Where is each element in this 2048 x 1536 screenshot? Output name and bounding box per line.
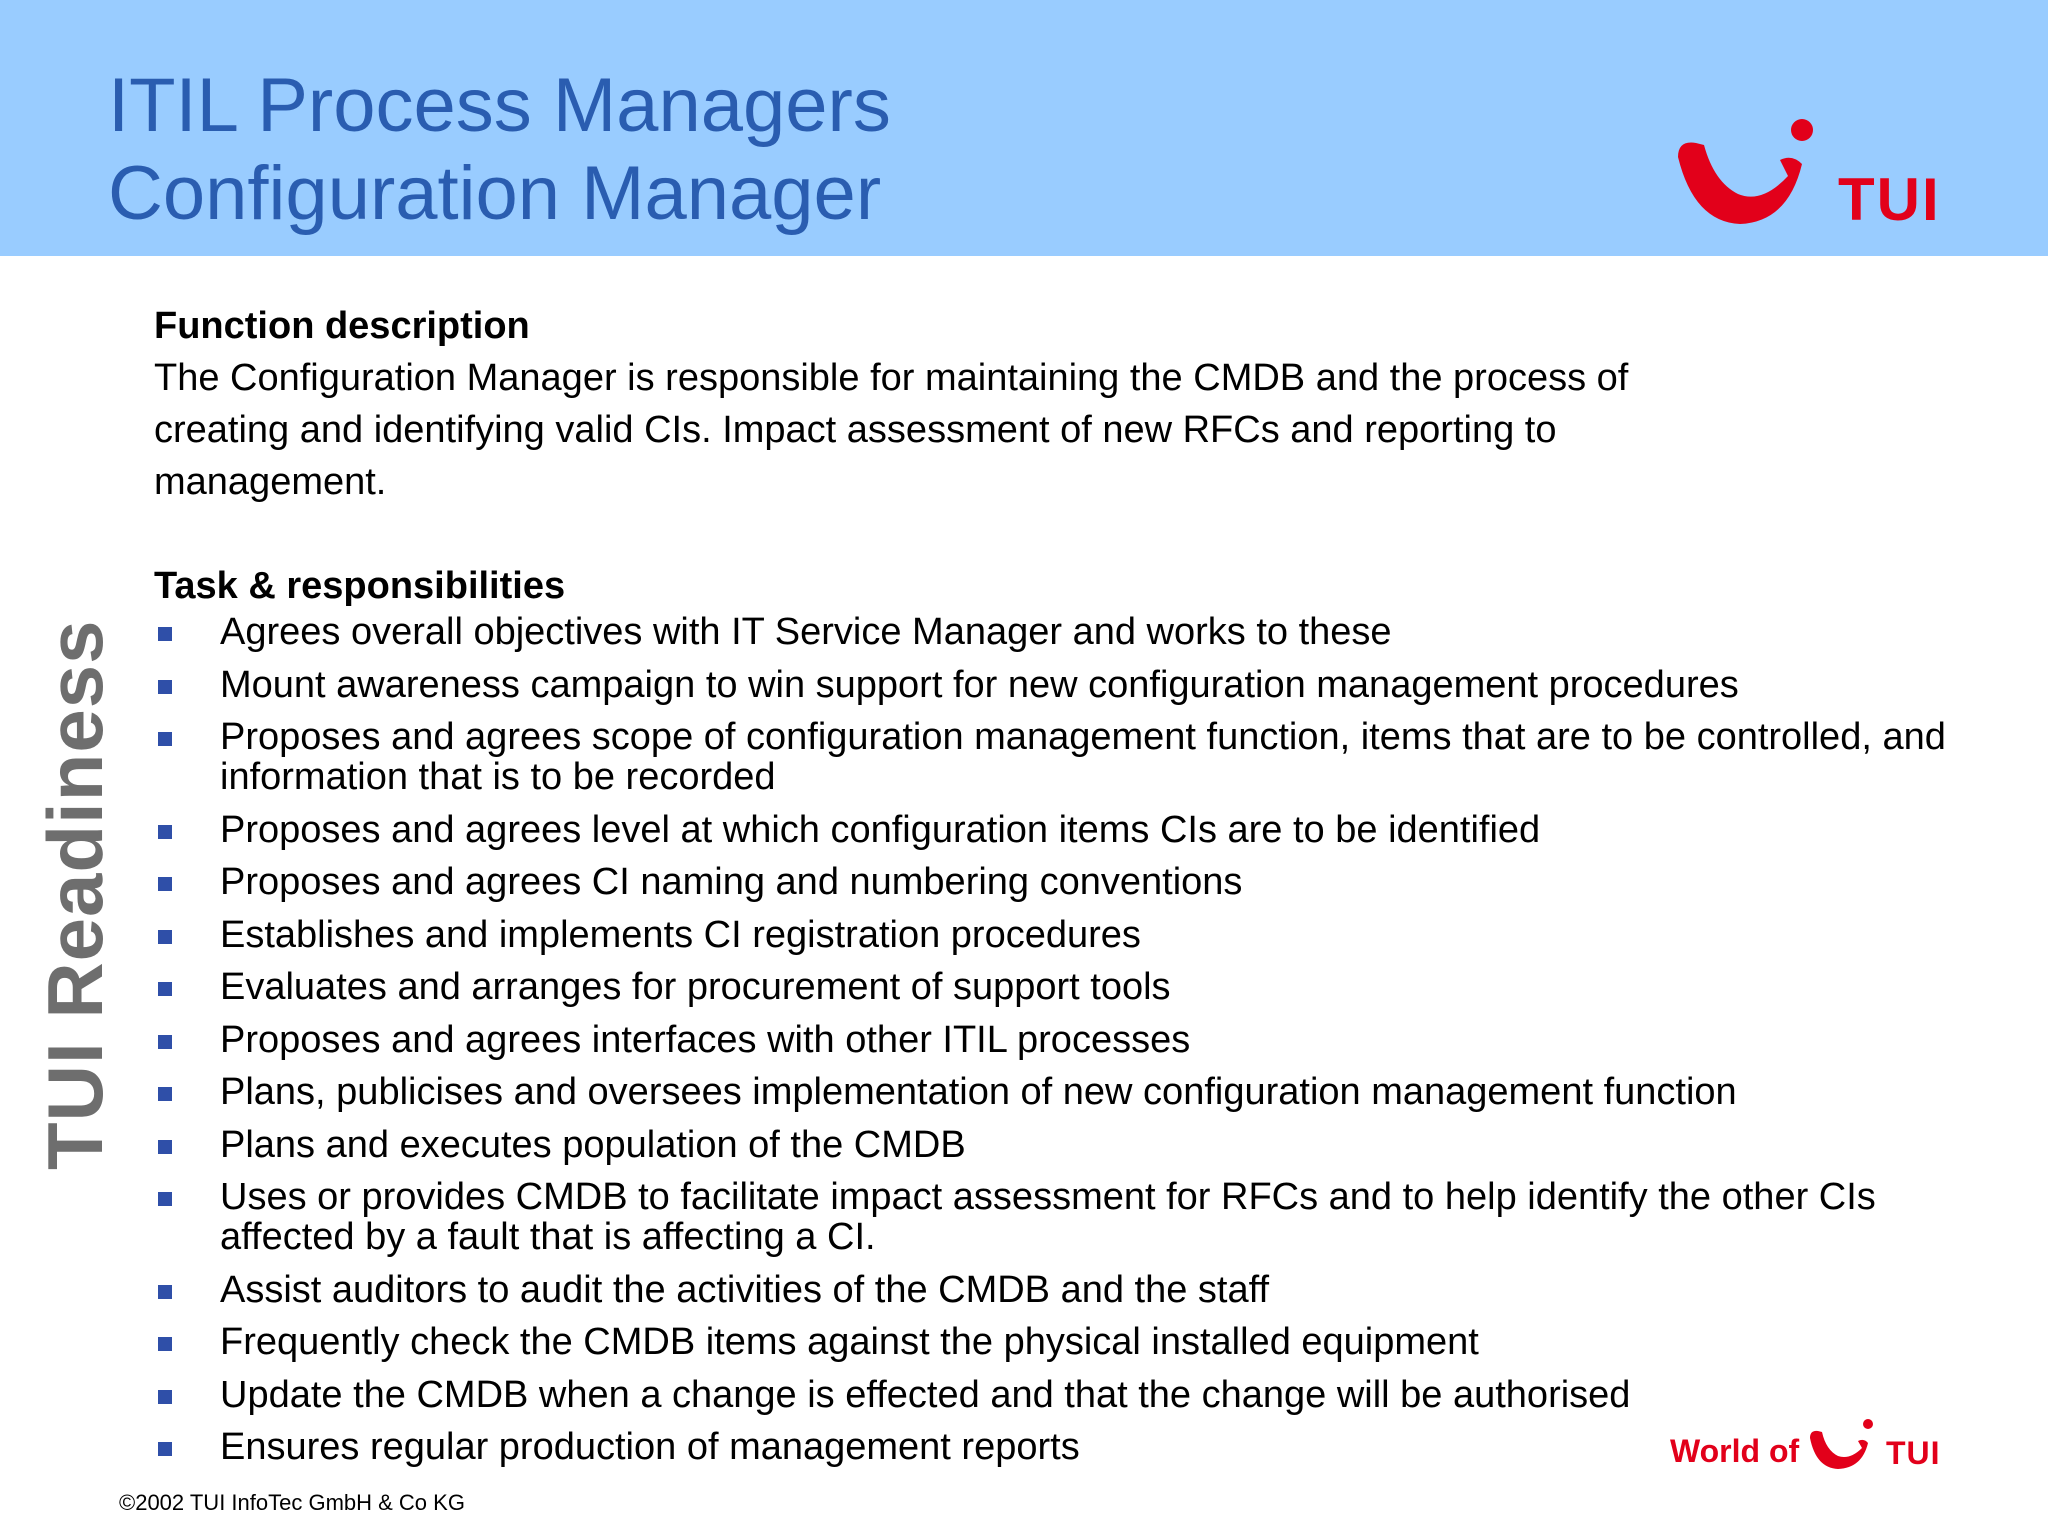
square-bullet-icon (158, 930, 172, 944)
task-text: Plans, publicises and oversees implementation of new configuration management function (220, 1071, 1737, 1113)
square-bullet-icon (158, 732, 172, 746)
task-item (154, 1322, 1964, 1362)
title-line-1: ITIL Process Managers (108, 63, 891, 148)
side-label: TUI Readiness (31, 619, 119, 1170)
tui-smile-small-icon (1810, 1431, 1868, 1469)
task-item (154, 612, 1964, 652)
square-bullet-icon (158, 1087, 172, 1101)
task-item (154, 967, 1964, 1007)
task-item (154, 1177, 1964, 1257)
function-text: The Configuration Manager is responsible for maintaining the CMDB and the process of creating and identifying valid CIs. Impact assessment of new RFCs and reporting to management. (154, 357, 1629, 503)
task-item (154, 1125, 1964, 1165)
page-title (108, 62, 891, 238)
header-band (0, 0, 2048, 256)
task-text: Update the CMDB when a change is effected and that the change will be authorised (220, 1373, 1631, 1416)
task-text: Proposes and agrees scope of configuration management function, items that are to be controlled, and information that is to be recorded (220, 716, 1946, 798)
task-item (154, 1375, 1964, 1415)
task-item (154, 1270, 1964, 1310)
square-bullet-icon (158, 680, 172, 694)
square-bullet-icon (158, 877, 172, 891)
square-bullet-icon (158, 1140, 172, 1154)
tui-logo-text: TUI (1838, 166, 1941, 233)
title-line-2: Configuration Manager (108, 151, 882, 236)
task-item (154, 810, 1964, 850)
content (154, 300, 1964, 1480)
task-text: Proposes and agrees CI naming and numbering conventions (220, 861, 1243, 903)
square-bullet-icon (158, 1390, 172, 1404)
task-item (154, 665, 1964, 705)
square-bullet-icon (158, 627, 172, 641)
task-text: Assist auditors to audit the activities of the CMDB and the staff (220, 1268, 1270, 1311)
tui-dot-small-icon (1863, 1419, 1873, 1429)
tui-smile-icon (1678, 143, 1802, 224)
task-list (154, 612, 1964, 1467)
tui-logo (1670, 112, 1945, 236)
task-text: Ensures regular production of management reports (220, 1426, 1080, 1468)
tui-dot-icon (1791, 119, 1813, 141)
world-of-text: World of (1670, 1433, 1800, 1469)
square-bullet-icon (158, 982, 172, 996)
task-text: Establishes and implements CI registration procedures (220, 913, 1141, 956)
world-of-tui-logo (1670, 1416, 1945, 1472)
task-item (154, 717, 1964, 797)
square-bullet-icon (158, 1285, 172, 1299)
square-bullet-icon (158, 1035, 172, 1049)
square-bullet-icon (158, 1192, 172, 1206)
square-bullet-icon (158, 1442, 172, 1456)
task-item (154, 1020, 1964, 1060)
task-text: Proposes and agrees interfaces with other ITIL processes (220, 1018, 1191, 1061)
task-text: Uses or provides CMDB to facilitate impact assessment for RFCs and to help identify the other CIs affected by a fault that is affecting a CI. (220, 1176, 1876, 1258)
function-heading: Function description (154, 305, 530, 347)
task-text: Frequently check the CMDB items against the physical installed equipment (220, 1321, 1479, 1363)
task-item (154, 915, 1964, 955)
copyright: ©2002 TUI InfoTec GmbH & Co KG (119, 1490, 465, 1515)
square-bullet-icon (158, 825, 172, 839)
task-text: Proposes and agrees level at which configuration items CIs are to be identified (220, 808, 1541, 851)
task-text: Agrees overall objectives with IT Service Manager and works to these (220, 611, 1392, 653)
tui-small-text: TUI (1886, 1435, 1941, 1471)
task-text: Mount awareness campaign to win support for new configuration management procedures (220, 663, 1739, 706)
task-text: Evaluates and arranges for procurement of support tools (220, 966, 1171, 1008)
task-item (154, 1072, 1964, 1112)
task-item (154, 862, 1964, 902)
task-text: Plans and executes population of the CMDB (220, 1123, 966, 1166)
tasks-heading: Task & responsibilities (154, 565, 566, 607)
square-bullet-icon (158, 1337, 172, 1351)
